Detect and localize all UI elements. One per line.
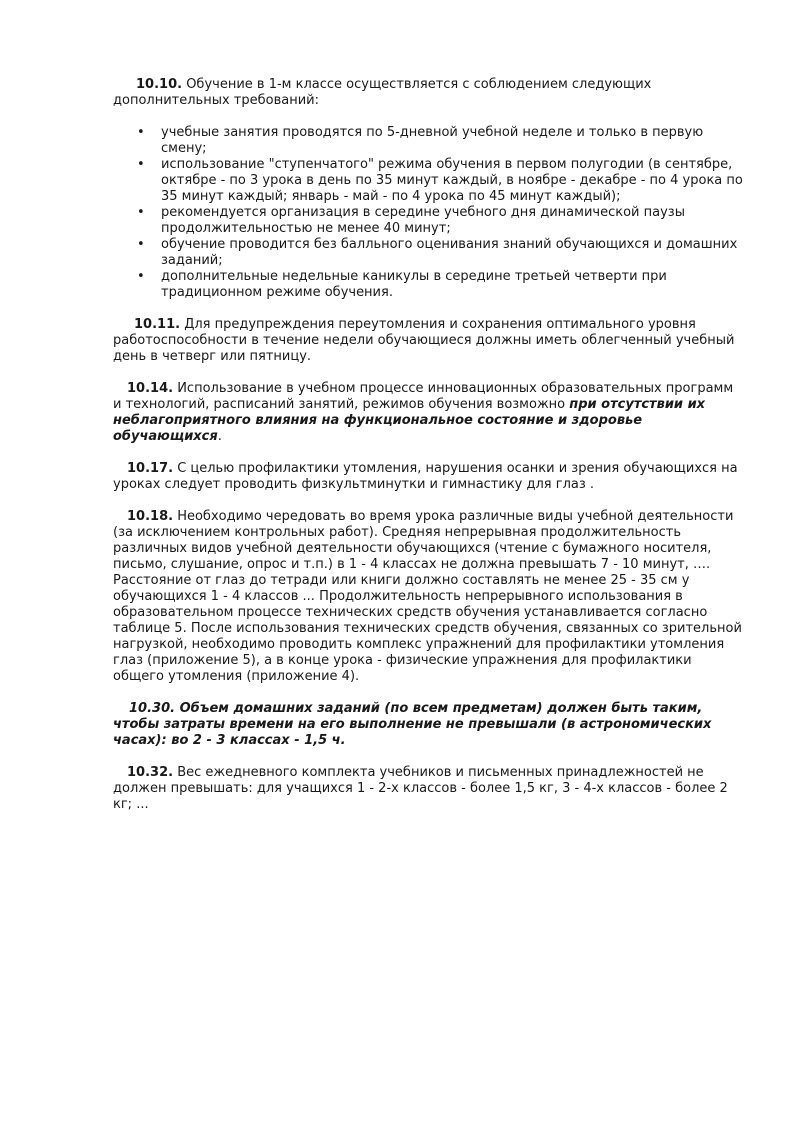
paragraph-tail: . xyxy=(217,429,222,444)
paragraph-10-17 xyxy=(113,461,743,493)
document-page xyxy=(113,77,743,829)
requirements-list xyxy=(113,125,743,301)
list-item-text: рекомендуется организация в середине учебного дня динамической паузы продолжительностью не менее 40 минут; xyxy=(161,205,685,236)
paragraph-10-14 xyxy=(113,381,743,445)
bullet-icon: • xyxy=(137,157,145,172)
paragraph-10-32 xyxy=(113,765,743,813)
list-item xyxy=(113,237,743,269)
paragraph-text: С целью профилактики утомления, нарушения осанки и зрения обучающихся на уроках следует проводить физкультминутки и гимнастику для глаз . xyxy=(113,461,738,492)
list-item-text: дополнительные недельные каникулы в середине третьей четверти при традиционном режиме обучения. xyxy=(161,269,667,300)
bullet-icon: • xyxy=(137,205,145,220)
section-number: 10.18. xyxy=(127,509,174,524)
paragraph-10-18 xyxy=(113,509,743,685)
list-item-text: использование "ступенчатого" режима обучения в первом полугодии (в сентябре, октябре - по 3 урока в день по 35 минут каждый, в ноябре - декабре - по 4 урока по 35 минут каждый; январь - май - по 4 урока по 45 минут каждый); xyxy=(161,157,743,204)
section-number: 10.11. xyxy=(134,317,181,332)
list-item xyxy=(113,157,743,205)
paragraph-text: Вес ежедневного комплекта учебников и письменных принадлежностей не должен превышать: для учащихся 1 - 2-х классов - более 1,5 кг, 3 - 4-х классов - более 2 кг; ... xyxy=(113,765,728,812)
section-number: 10.14. xyxy=(127,381,174,396)
section-number: 10.17. xyxy=(127,461,174,476)
bullet-icon: • xyxy=(137,237,145,252)
list-item xyxy=(113,205,743,237)
section-number: 10.32. xyxy=(127,765,174,780)
paragraph-10-10 xyxy=(113,77,743,109)
emphasized-text: при отсутствии их неблагоприятного влияния на функциональное состояние и здоровье обучающихся xyxy=(113,397,706,444)
list-item xyxy=(113,125,743,157)
bullet-icon: • xyxy=(137,269,145,284)
paragraph-text: Для предупреждения переутомления и сохранения оптимального уровня работоспособности в течение недели обучающиеся должны иметь облегченный учебный день в четверг или пятницу. xyxy=(113,317,735,364)
emphasized-paragraph-text: 10.30. Объем домашних заданий (по всем предметам) должен быть таким, чтобы затраты времени на его выполнение не превышали (в астрономических часах): во 2 - 3 классах - 1,5 ч. xyxy=(113,701,712,748)
paragraph-10-30 xyxy=(113,701,743,749)
paragraph-text: Использование в учебном процессе инновационных образовательных программ и технологий, расписаний занятий, режимов обучения возможно xyxy=(113,381,734,412)
paragraph-10-11 xyxy=(113,317,743,365)
paragraph-text: Необходимо чередовать во время урока различные виды учебной деятельности (за исключением контрольных работ). Средняя непрерывная продолжительность различных видов учебной деятельности обучающихся (чтение с бумажного носителя, письмо, слушание, опрос и т.п.) в 1 - 4 классах не должна превышать 7 - 10 минут, …. Расстояние от глаз до тетради или книги должно составлять не менее 25 - 35 см у обучающихся 1 - 4 классов ... Продолжительность непрерывного использования в образовательном процессе технических средств обучения устанавливается согласно таблице 5. После использования технических средств обучения, связанных со зрительной нагрузкой, необходимо проводить комплекс упражнений для профилактики утомления глаз (приложение 5), а в конце урока - физические упражнения для профилактики общего утомления (приложение 4). xyxy=(113,509,742,684)
list-item-text: обучение проводится без балльного оценивания знаний обучающихся и домашних заданий; xyxy=(161,237,738,268)
bullet-icon: • xyxy=(137,125,145,140)
section-number: 10.10. xyxy=(136,77,183,92)
list-item xyxy=(113,269,743,301)
list-item-text: учебные занятия проводятся по 5-дневной учебной неделе и только в первую смену; xyxy=(161,125,704,156)
paragraph-text: Обучение в 1-м классе осуществляется с соблюдением следующих дополнительных требований: xyxy=(113,77,652,108)
